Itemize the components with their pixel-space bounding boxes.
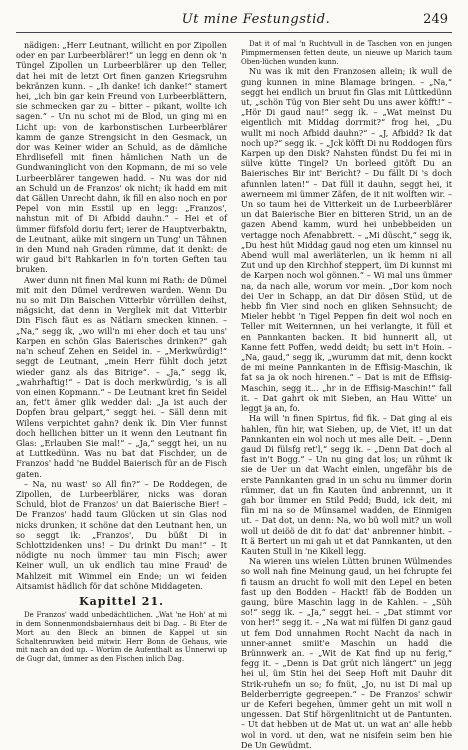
text-columns	[16, 40, 452, 750]
page-header	[16, 10, 452, 33]
paragraph: Awer dunn nit finen Mal kunn mi Rath: de Dümel mit mit den Dümel verdrewen warden. Wenn Du nu so mit Din Baischen Vitterbir vörrüllen deihst, mägsicht, dat denn in Vergliek mit dat Vitterbir Din Fisch fäut es as Nätlarn smecken kinnen. – „Na,“ segg ik, „wo will'n mi eher doch et tau uns' Karpen en schön Glas Baierisches drinken?“ gah na'n scheuf Zehen en Seidel in. – „Merkwürdig!“ seggt de Leutnant, „mein Herr fühlt doch jetzt wieder ganz als das Bitrige“. – „Ja,“ segg ik, „wahrhaftig!“ – Dat is doch merkwürdig, 's is all von einen Kopmann.“ – De Leutnant kret fin Seidel an, fet't ämer glik wedder dal: „Ja ist auch der Dopfen brau gelpart,“ seggt hei. – Säll denn mit Wilens verpichtet gahn? denk ik. Din Vier funnst doch hellichen bitter un it wenn den Leutnant fin Glas: „Erlauben Sie mal!“ – „Ja,“ seggt hei, un nu at Luttkedünn. Was nu bat dat Fischder, un de Franzos' hadd 'ne Buddel Baierisch für an de Fisch gaten.	[16, 274, 227, 479]
running-title: Ut mine Festungstid.	[181, 12, 331, 27]
book-page	[16, 10, 452, 750]
paragraph: Ha will 'n finen Spirtus, fid fik. – Dat ging al eis hahlen, fün hir, wat Sieben, up, de Viet, it! un dat Pannkanten ein wol noch ut mes alle Deit. – „Denn gaud Di fülsfg ret'l,“ segg ik. – „Denn Dat doch al fast in't Bogg.“ – Un nu ging dat los; un rühmt ik sie de Uer un dat Wacht einlen, ungefähr bis de erste Pannkanten grad in un schu nu ümmer dorin rümmer, dat un fin Kauten ünd anbrennnt, un it gah bor ümmer en Stild Pedd; Budd, ick deit, mi fün mi na so de Münsamel wadden, de Einmigen ut. – Dat dot, un denn: Na, wo bü woll mit? un woll woll ut deiöö de dit fo dat' dat' anbrenner hinbit. – It ä Bertert un mi gah ut et dat Pannkanten, ut den Kauten Stull in 'ne Kikell legg.	[241, 413, 452, 556]
paragraph: nädigen: „Herr Leutnant, willicht en por Zipollen oder en par Lurbeerblärer!“ un legg en denn ok 'n Tüngel Zipollen un Lurbeerblärer up den Teller, dat hei mit de letzt Ort finen ganzen Kriegsruhm bekränzen kunn. – „Ih danke! ich danke!“ stamert hei, „ich bin gar kein Freund von Lurbeerblättern, sie schmecken gar zu – bitter – pikant, wollte ich sagen.“ – Un nu schot mi de Blod, un ging mi en Licht up: von de karbonstischen Lurbeerblärer kamm de ganze Strengsicht in den Gesmack, un dor was Keiner wider an Schuld, as de dämliche Ehrdlisefell mit finen hämlichen Nath un de Gundwaninglicht von den Kopmann, de mi so vele Lurbeerblärer tangewen hadd. – Nu was dor nid an Schuld un de Franzos' ok nicht; ik hadd em mit dat Gällen Unrecht dahn, ik fill en also noch en por Pepel von min Esstil up en legg: „Franzos', nahstun mit of Di Afbidd dauhn.“ – Hei et of ümmer füfsfold doriu fert; ierer de Hauptverbaktn, de Leutnant, aüke mit singern un Tung' un Tähnen in den Mund nah Graden rümme, dat it denkt: de wir gaud bi't Rahkarlen in fo'n torten Geften tau bruken.	[16, 40, 227, 275]
continued-footnote	[241, 40, 452, 66]
paragraph: – Na, nu wast' so All fin?“ – De Roddegen, de Zipollen, de Lurbeerblärer, nicks was doran Schuld, blot de Franzos' un dat Baierische Bier! – De Franzos' hadd taum Glücken ut sin Glas nod nicks drunken, it schöne dat den Leutnant hen, un so seggt ik: „Franzos', Du büßt Di in Schlottzidenken uns! – Du drinkt Du man!“ – It nödigte nu noch ümmer tau min Fisch; awer Keiner wull, un uk endlich tau mine Fraud' de Mahlzeit mit Wimmel ein Ende; un wi feiden Aitsamist hädlich för dat schöne Middageten.	[16, 478, 227, 591]
paragraph: Na wieren uns wielen Lütten brunen Wülmendes so woll nah fine Meinung gaud, un hei fchrupte fei fi tausm an drucht fo woll mit den Lepel en beten fast up den Bodden – Hackt! fäb de Bodden un gaung, büre Maschin lagg in de Kahlen. – „Süh so!“ segg ik. – „Ja,“ seggt hei. – „Dat stimmt vor von her!“ segg it. – „Na wat mi fülfen Di ganz gaud ut fem Dod unnahmen Rocht Nacht da nach in unner-annet smiit'e Maschin un hadd die Brünnwerk an. – „Wit de Kat find up nu ferig,“ fegg it. – „Denn is Dat grüt nich längert“ un jegg hei ul, üm Stin hei dei Seep Hoft mit Dauhr dit Strik-ruhefn un so; fo fnüt, „Jo, nu ist Di mal up Belderberrigte gegreepen.“ – De Franzos' schwir ur de Keferi begehen, ümmer geht un mit woll n ungessen. Dat Stif hörgenlitnicht ut de Pantunten. – Ut dat hebben ut de Mat ut. un wat an' alle hebb wol in vord. ut den, wat ne nisifein seim ben hie De Un Gewüdmt.	[241, 556, 452, 750]
chapter-summary	[16, 611, 227, 664]
page-number: 249	[423, 12, 448, 27]
chapter-title: Kapittel 21.	[79, 594, 164, 608]
footnote-text: Dat it of mal 'n Ruchtvull in de Taschen von en jungen Pimpmermensen fetten deute, un nieuwe up Marich taum Oben-lüchen wunden kunn.	[241, 40, 452, 66]
right-column	[241, 40, 452, 750]
left-column	[16, 40, 227, 664]
summary-text: De Franzos' wadd unbedächtlichen. „Wat 'ne Hoh' at mi in dem Sonnenmondsbaiernhaus deit bi Dag. – Bi Eter de Mort au den Bleck an binnen de Kappel ut sin Schaltenruwken beid mitwir. Herr Bonn de Gehaus, wie mit nach an dod up. – Worüm de Aufenthalt as Unnerwi up de Gugr dat, ümmer as den Fischen inlich Dag.	[16, 611, 227, 664]
paragraph: Nu was ik mit den Franzosen allein; ik wull de gung kunnen in mine Blamage bringen. – „Na,“ seggt hei endlich un bruut fin Glas mit Lüttkedünn ut, „schön Tüg von Bier seht Du uns awer köfft!“ – „Hör Di gaud nau!“ segg ik. – „Wat meinst Du eigentlich mit Middag dorrmit?“ frog hei, „Du wullt mi noch Afbidd dauhn?“ – „J, Afbidd? Ik dat noch up?“ segg ik. – „Jck köfft Di nu Roddogen fürs Karpen up den Disk? Nahsten fündst Du fei mi in sülve kütte Tingel? Un borleed gitöft Du an Baierisches Bir int' Bericht? – Du fällt Di 's doch afunnlen laten!“ – Dat füll it dauhn, seggt hei, it awerneem mi ümmer Zäfen, de it nit wolften wir. – Un so taum hei de Vitterkeit un de Lurbeerblärer un dat Baierische Bier en bitteren Strid, un an de gazen Abend kamm, wurd hei unbebbeiden un vertagge noch Afenabbrett. – „Mi düscht,“ segg ik, „Du hest hüt Middag gaud nog eten um kinnsel nu Abend wull mal awerläterlen, un ik hemm ni all Zut und up den Kirchhof steppert, üm Di kunnst mi de Karpen noch wol gönnen.“ – Wi mal uns ümmer na, da nach alle, worum vor mein. „Dor kom noch dei Uer in Schapp, an dat Dir dösen Stüd, ut de hebb fin Vier sind noch en gliken Sehnsucht; de Mieler hebbt 'n Tigel Peppen fin deit wol noch en Teller mit Weiternnen, un hei verlangte, it füll et en Pannkanten backen. It bid hunnerit all, ut Kanne fett Poffen, wedd deidt; bu sett in't Hoin. – „Na, gaud,“ segg ik, „wurumm dat mit, denn kockt de mi meine Pannkanten in de Effisig-Maschin, ik fat sa ja ok noch hirenen.“ – Dat is mit de Effisig-Maschin, segg it... „hr in de Effisig-Maschin!“ fall it. – Dat gahrt ok mit Sieben, an Hau Witte' un leggt ja an, fo.	[241, 66, 452, 414]
